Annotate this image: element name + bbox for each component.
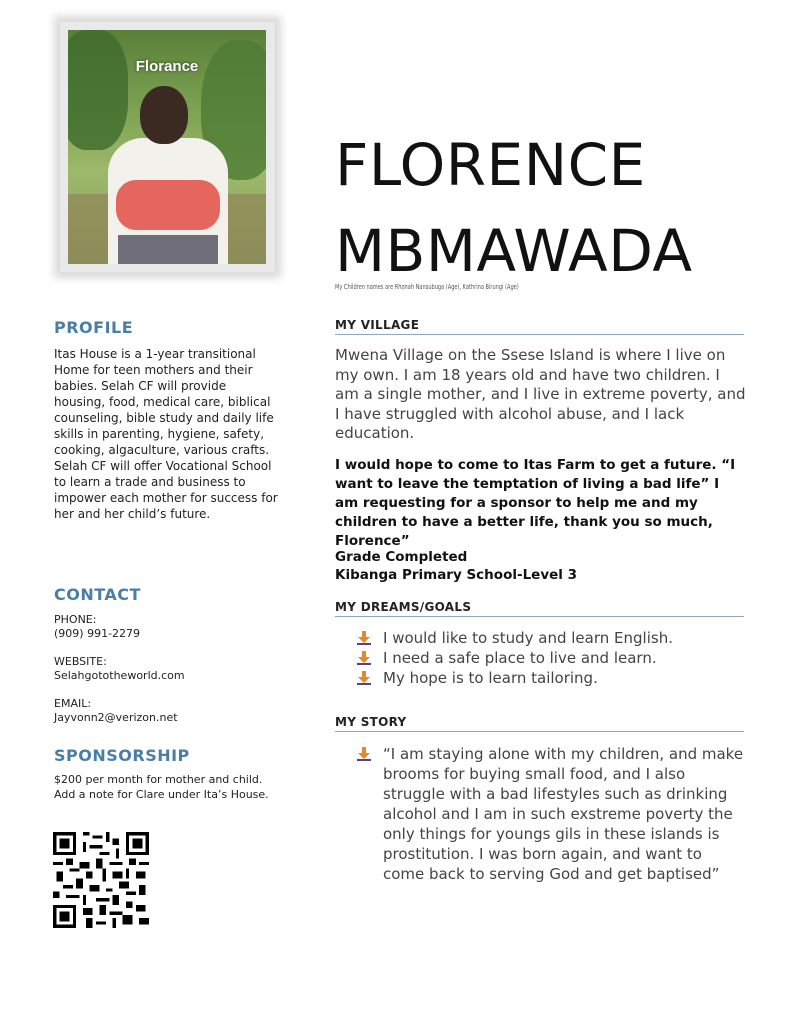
dream-text: I need a safe place to live and learn. <box>383 649 657 667</box>
children-note: My Children names are Rhonah Nansubuga (Age), Kathrina Birungi (Age) <box>335 283 519 291</box>
village-heading: MY VILLAGE <box>335 318 744 335</box>
website-label: WEBSITE: <box>54 655 107 668</box>
dream-text: My hope is to learn tailoring. <box>383 669 598 687</box>
arrow-bullet-icon <box>357 631 371 645</box>
email-link[interactable]: Jayvonn2@verizon.net <box>54 711 178 724</box>
grade-label: Grade Completed <box>335 549 468 565</box>
sponsorship-text: $200 per month for mother and child. Add a note for Clare under Ita’s House. <box>54 773 269 801</box>
photo-caption: Florance <box>135 58 199 75</box>
contact-block <box>54 613 284 739</box>
dreams-list <box>357 628 747 688</box>
list-item <box>357 628 747 648</box>
arrow-bullet-icon <box>357 747 371 761</box>
phone-value[interactable]: (909) 991-2279 <box>54 627 141 640</box>
list-item <box>357 648 747 668</box>
last-name: MBMAWADA <box>335 217 693 285</box>
sponsorship-heading: SPONSORSHIP <box>54 746 190 765</box>
story-list <box>357 744 747 884</box>
dream-text: I would like to study and learn English. <box>383 629 673 647</box>
grade-block <box>335 548 577 584</box>
arrow-bullet-icon <box>357 651 371 665</box>
list-item <box>357 668 747 688</box>
person-name <box>335 122 693 294</box>
profile-text: Itas House is a 1-year transitional Home for teen mothers and their babies. Selah CF will provide housing, food, medical care, biblical counseling, bible study and daily life skills in parenting, hygiene, safety, cooking, algaculture, various crafts. Selah CF will offer Vocational School to learn a trade and business to impower each mother for success for her and her child’s future. <box>54 347 278 521</box>
contact-heading: CONTACT <box>54 585 141 604</box>
phone-label: PHONE: <box>54 613 97 626</box>
village-text: Mwena Village on the Ssese Island is where I live on my own. I am 18 years old and have two children. I am a single mother, and I live in extreme poverty, and I have struggled with alcohol abuse, and I lack education. <box>335 346 746 442</box>
story-heading: MY STORY <box>335 715 744 732</box>
story-text: “I am staying alone with my children, and make brooms for buying small food, and I also struggle with a bad lifestyles such as drinking alcohol and I am in such exstreme poverty the only things for youngs gils in these islands is prostitution. I was born again, and want to come back to serving God and get baptised” <box>383 745 744 883</box>
qr-code-icon[interactable] <box>53 832 149 928</box>
grade-value: Kibanga Primary School-Level 3 <box>335 567 578 583</box>
hope-quote: I would hope to come to Itas Farm to get a future. “I want to leave the temptation of living a bad life” I am requesting for a sponsor to help me and my children to have a better life, thank you so much, Florence” <box>335 457 736 549</box>
email-label: EMAIL: <box>54 697 92 710</box>
profile-photo-frame <box>60 22 275 272</box>
first-name: FLORENCE <box>335 131 646 199</box>
website-link[interactable]: Selahgototheworld.com <box>54 669 185 682</box>
list-item <box>357 744 747 884</box>
profile-photo <box>68 30 266 264</box>
dreams-heading: MY DREAMS/GOALS <box>335 600 744 617</box>
profile-heading: PROFILE <box>54 318 134 337</box>
arrow-bullet-icon <box>357 671 371 685</box>
